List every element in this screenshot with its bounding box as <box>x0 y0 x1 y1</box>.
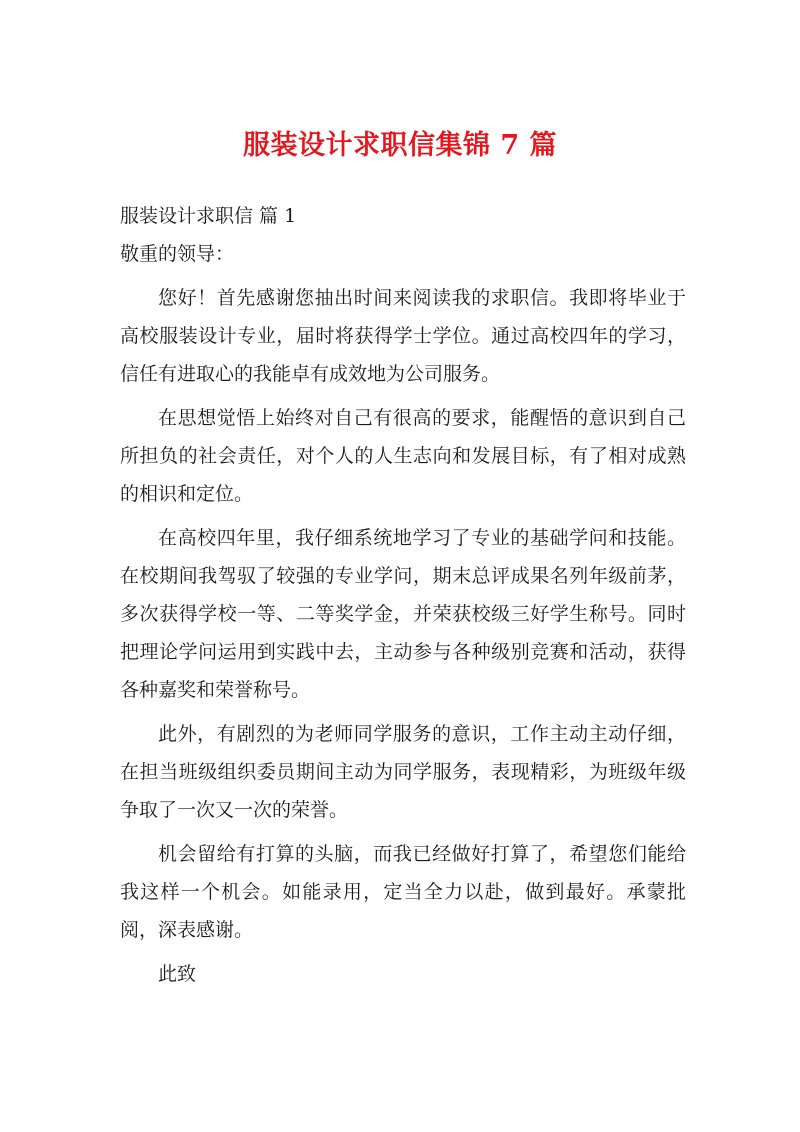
letter-body <box>120 197 686 993</box>
document-title: 服装设计求职信集锦 7 篇 <box>242 130 558 161</box>
closing: 此致 <box>158 963 197 985</box>
paragraph-study: 在高校四年里，我仔细系统地学习了专业的基础学问和技能。在校期间我驾驭了较强的专业学问，期末总评成果名列年级前茅，多次获得学校一等、二等奖学金，并荣获校级三好学生称号。同时把理论学问运用到实践中去，主动参与各种级别竞赛和活动，获得各种嘉奖和荣誉称号。 <box>120 527 686 701</box>
paragraph-greeting: 您好！首先感谢您抽出时间来阅读我的求职信。我即将毕业于高校服装设计专业，届时将获得学士学位。通过高校四年的学习，信任有进取心的我能卓有成效地为公司服务。 <box>120 287 686 385</box>
section-heading: 服装设计求职信 篇 1 <box>120 205 297 227</box>
salutation: 敬重的领导： <box>120 243 235 265</box>
paragraph-ideology: 在思想觉悟上始终对自己有很高的要求，能醒悟的意识到自己所担负的社会责任，对个人的人生志向和发展目标，有了相对成熟的相识和定位。 <box>120 407 686 505</box>
paragraph-request: 机会留给有打算的头脑，而我已经做好打算了，希望您们能给我这样一个机会。如能录用，定当全力以赴，做到最好。承蒙批阅，深表感谢。 <box>120 843 686 941</box>
paragraph-service: 此外，有剧烈的为老师同学服务的意识，工作主动主动仔细，在担当班级组织委员期间主动为同学服务，表现精彩，为班级年级争取了一次又一次的荣誉。 <box>120 723 686 821</box>
